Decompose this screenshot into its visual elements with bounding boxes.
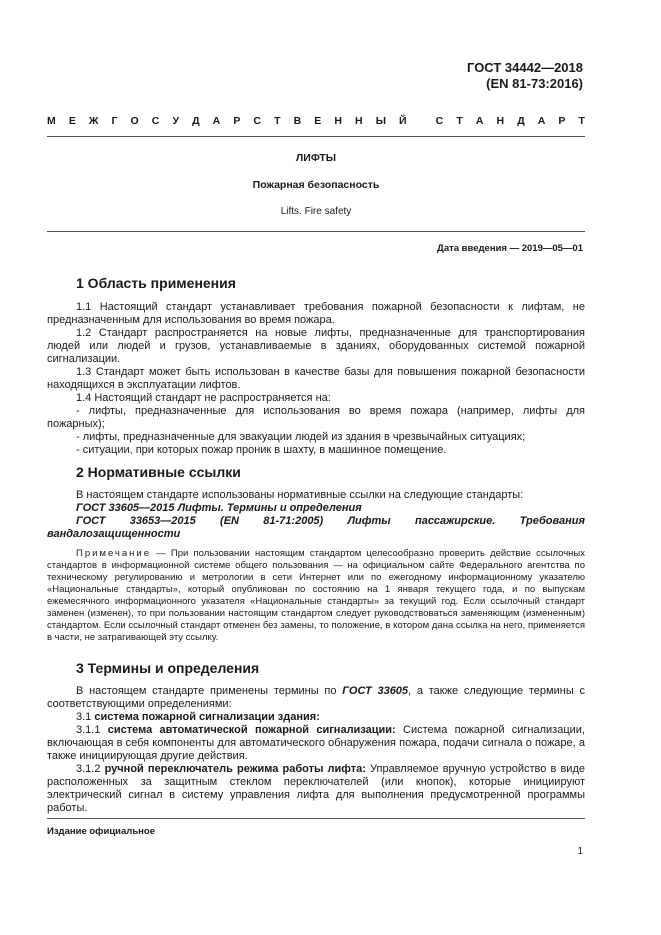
section-references-body	[47, 489, 585, 541]
banner-letter: Д	[517, 115, 525, 127]
banner-letter: В	[293, 115, 302, 127]
term: система пожарной сигнализации здания:	[94, 711, 320, 723]
term-definition: Система пожарной сигнализации, включающая в себя компоненты для автоматического обнаружения пожара, подачи сигнала о пожаре, а также инициирующая другие действия.	[47, 724, 585, 762]
banner-letter	[420, 115, 423, 127]
banner-letter: Н	[355, 115, 363, 127]
banner-letter: А	[212, 115, 221, 127]
banner-letter: Д	[192, 115, 200, 127]
paragraph: 1.3 Стандарт может быть использован в качестве базы для повышения пожарной безопасности находящихся в эксплуатации лифтов.	[47, 366, 585, 391]
divider	[47, 136, 585, 137]
section-terms-body	[47, 685, 585, 815]
section-heading-terms: 3 Термины и определения	[76, 660, 260, 676]
paragraph: В настоящем стандарте использованы нормативные ссылки на следующие стандарты:	[76, 489, 524, 501]
term: ручной переключатель режима работы лифта:	[104, 763, 366, 775]
banner-letter: С	[151, 115, 160, 127]
standard-number: ГОСТ 34442—2018	[467, 60, 583, 75]
banner-letter: Р	[558, 115, 566, 127]
divider	[47, 231, 585, 232]
reference-text: ГОСТ 33605	[342, 685, 409, 697]
reference-item	[47, 515, 585, 541]
term-entry: 3.1.1 система автоматической пожарной сигнализации: Система пожарной сигнализации, включающая в себя компоненты для автоматического обнаружения пожара, подачи сигнала о пожаре, а также инициирующая другие действия.	[47, 724, 585, 762]
note-label: Примечание	[76, 548, 151, 559]
term-entry: 3.1 система пожарной сигнализации здания:	[76, 711, 320, 723]
divider	[47, 818, 585, 819]
paragraph: 1.2 Стандарт распространяется на новые лифты, предназначенные для транспортирования людей или людей и грузов, устанавливаемые в зданиях, оборудованных системой пожарной сигнализации.	[47, 327, 585, 365]
term-entry: 3.1.2 ручной переключатель режима работы лифта: Управляемое вручную устройство в виде расположенных за защитным стеклом переключателей (или кнопок), которые инициируют электрический сигнал в систему управления лифта для выполнения предусмотренной программы работы.	[47, 763, 585, 814]
page-number: 1	[577, 846, 583, 857]
document-title: ЛИФТЫ	[295, 152, 337, 164]
reference-text: ГОСТ 33605—2015 Лифты. Термины и определения	[76, 502, 362, 514]
en-equivalent: (EN 81-73:2016)	[486, 76, 583, 91]
banner-letter: О	[130, 115, 139, 127]
list-item: - лифты, предназначенные для эвакуации людей из здания в чрезвычайных ситуациях;	[76, 431, 526, 443]
section-heading-scope: 1 Область применения	[76, 275, 236, 291]
banner-letter: Н	[496, 115, 505, 127]
paragraph: 1.1 Настоящий стандарт устанавливает требования пожарной безопасности к лифтам, не предназначенным для использования во время пожара.	[47, 301, 585, 326]
note-text: — При пользовании настоящим стандартом целесообразно проверить действие ссылочных стандартов в информационной системе общего пользования — на официальном сайте Федерального агентства по техническому регулированию и метрологии в сети Интернет или по ежегодному информационному указателю «Национальные стандарты», который опубликован по состоянию на 1 января текущего года, и по выпускам ежемесячного информационного указателя «Национальные стандарты» за текущий год. Если ссылочный стандарт заменен (изменен), то при пользовании настоящим стандартом следует руководствоваться заменяющим (измененным) стандартом. Если ссылочный стандарт отменен без замены, то положение, в котором дана ссылка на него, применяется в части, не затрагивающей эту ссылку.	[47, 548, 585, 643]
document-code	[467, 60, 583, 92]
list-item: - лифты, предназначенные для использования во время пожара (например, лифты для пожарных);	[47, 405, 585, 430]
section-heading-references: 2 Нормативные ссылки	[76, 464, 241, 480]
term: система автоматической пожарной сигнализации:	[107, 724, 396, 736]
banner-letter: Н	[334, 115, 342, 127]
banner-letter: Т	[274, 115, 281, 127]
note	[47, 548, 585, 644]
section-scope-body	[47, 301, 585, 457]
banner-letter: А	[537, 115, 546, 127]
banner-letter: Т	[578, 115, 585, 127]
banner-letter: Р	[233, 115, 241, 127]
banner-letter: С	[435, 115, 444, 127]
banner-letter: Е	[314, 115, 322, 127]
document-subtitle: Пожарная безопасность	[252, 179, 380, 191]
banner-letter: Т	[456, 115, 463, 127]
reference-item	[47, 502, 585, 515]
paragraph: В настоящем стандарте применены термины по ГОСТ 33605, а также следующие термины с соответствующими определениями:	[47, 685, 585, 710]
banner-letter: Г	[111, 115, 118, 127]
banner-letter: М	[47, 115, 56, 127]
official-edition-label: Издание официальное	[47, 826, 155, 837]
banner-letter: С	[253, 115, 261, 127]
banner-letter: Ы	[375, 115, 386, 127]
english-title: Lifts. Fire safety	[280, 206, 352, 217]
banner-letter: У	[172, 115, 179, 127]
term-definition: Управляемое вручную устройство в виде расположенных за защитным стеклом переключателей (или кнопок), которые инициируют электрический сигнал в систему управления лифта для выполнения предусмотренной программы работы.	[47, 763, 585, 814]
banner-letter: Ж	[88, 115, 99, 127]
list-item: - ситуации, при которых пожар проник в шахту, в машинное помещение.	[76, 444, 447, 456]
reference-text: ГОСТ 33653—2015 (EN 81-71:2005) Лифты пассажирские. Требования вандалозащищенности	[47, 515, 585, 540]
banner-letter: Е	[68, 115, 76, 127]
interstate-standard-banner	[47, 115, 585, 127]
banner-letter: Й	[399, 115, 407, 127]
paragraph: 1.4 Настоящий стандарт не распространяется на:	[76, 392, 331, 404]
banner-letter: А	[475, 115, 484, 127]
effective-date: Дата введения — 2019—05—01	[437, 243, 583, 254]
